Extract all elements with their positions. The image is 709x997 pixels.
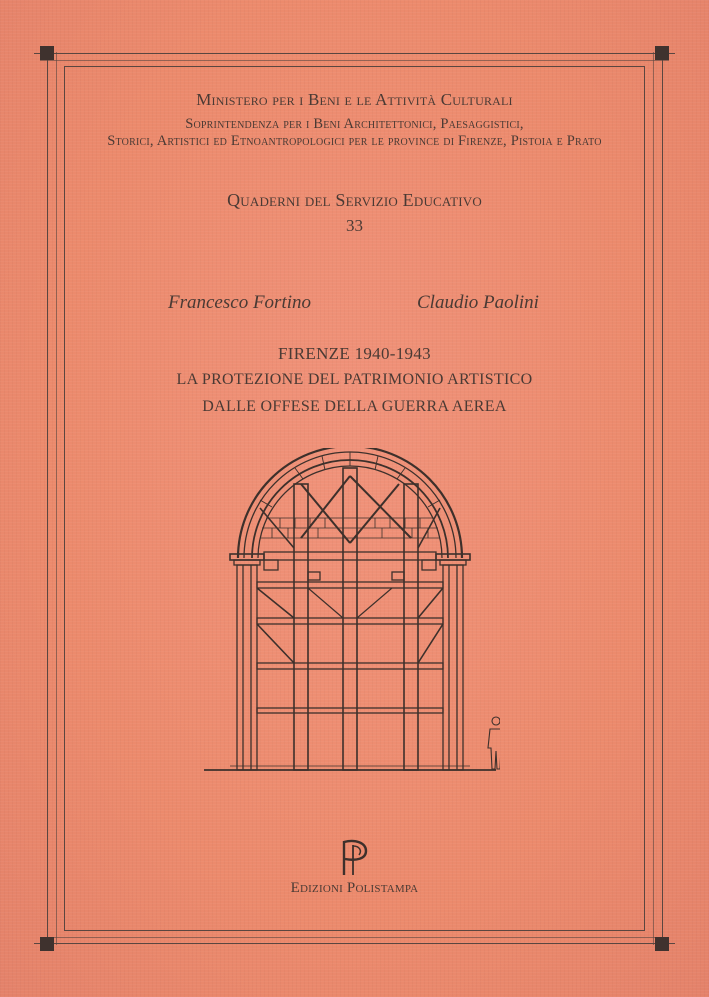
author-2: Claudio Paolini <box>417 292 539 313</box>
publisher-name: Edizioni Polistampa <box>290 880 419 896</box>
ministry-heading: Ministero per i Beni e le Attività Culturali <box>196 90 513 109</box>
soprintendenza-line-2: Storici, Artistici ed Etnoantropologici per le province di Firenze, Pistoia e Prato <box>107 133 602 149</box>
corner-ornament-top-left <box>40 46 54 60</box>
book-title: FIRENZE 1940-1943 <box>278 344 431 363</box>
human-figure-scale <box>488 717 500 769</box>
author-1: Francesco Fortino <box>168 292 312 313</box>
corner-ornament-top-right <box>655 46 669 60</box>
subtitle-line-1: LA PROTEZIONE DEL PATRIMONIO ARTISTICO <box>176 371 533 388</box>
corner-ornament-bottom-right <box>655 937 669 951</box>
soprintendenza-line-1: Soprintendenza per i Beni Architettonici, Paesaggistici, <box>185 116 524 132</box>
arch-scaffold-illustration <box>200 448 500 778</box>
subtitle-line-2: DALLE OFFESE DELLA GUERRA AEREA <box>202 398 507 415</box>
publisher-logo-icon <box>336 837 372 877</box>
series-number: 33 <box>346 216 363 235</box>
corner-ornament-bottom-left <box>40 937 54 951</box>
series-name: Quaderni del Servizio Educativo <box>227 190 482 210</box>
